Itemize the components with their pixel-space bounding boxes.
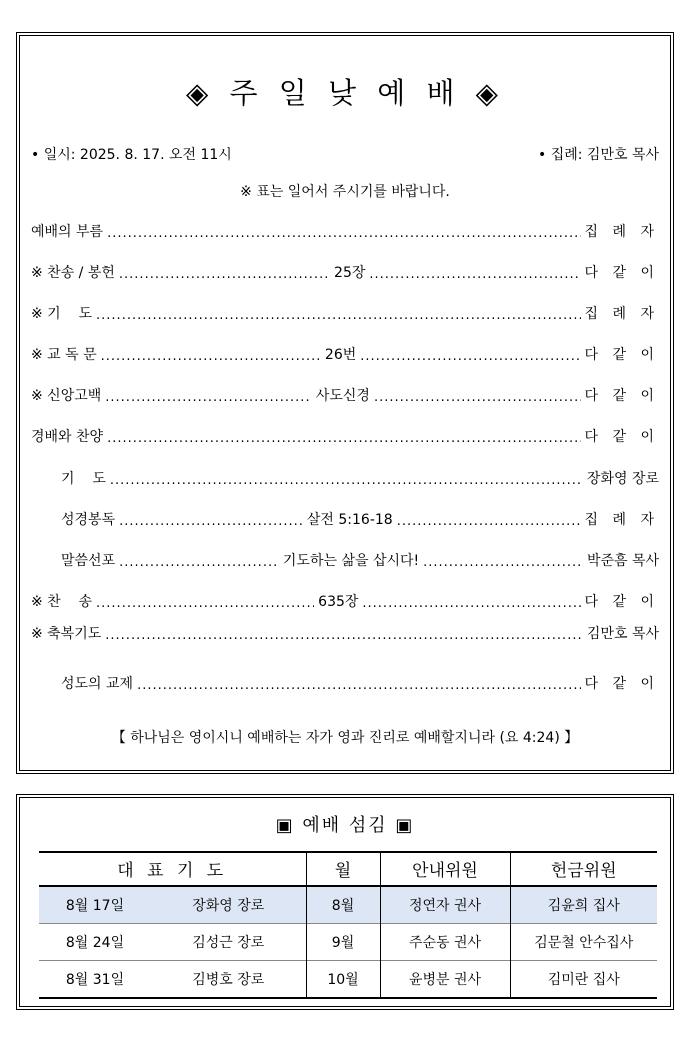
offering-cell: 김미란 집사	[510, 961, 657, 999]
order-row-call	[31, 217, 659, 241]
order-row-benediction	[31, 619, 659, 643]
usher-cell: 정연자 권사	[380, 886, 510, 924]
order-label: ※ 교 독 문	[31, 347, 97, 363]
table-row	[39, 886, 657, 924]
prayer-person: 김성근 장로	[151, 924, 306, 961]
leader-dots	[107, 225, 580, 241]
order-row-scripture	[61, 505, 659, 529]
leader-dots	[105, 389, 312, 405]
order-detail: 26번	[324, 347, 357, 363]
order-performer: 장화영 장로	[586, 471, 659, 487]
order-performer: 다 같 이	[584, 388, 659, 404]
offering-cell: 김문철 안수집사	[510, 924, 657, 961]
leader-dots	[360, 348, 580, 364]
month-cell: 9월	[306, 924, 380, 961]
prayer-person: 김병호 장로	[151, 961, 306, 999]
order-label: ※ 기 도	[31, 306, 93, 322]
table-row	[39, 924, 657, 961]
header-offering: 헌금위원	[510, 851, 657, 886]
order-row-creed	[31, 381, 659, 405]
service-team-table	[39, 851, 657, 999]
worship-order-panel	[16, 32, 674, 774]
order-performer: 다 같 이	[584, 594, 660, 610]
order-detail: 살전 5:16-18	[306, 512, 393, 528]
order-performer: 다 같 이	[584, 265, 660, 281]
leader-dots	[96, 307, 580, 323]
order-row-fellowship	[61, 669, 659, 693]
month-cell: 8월	[306, 886, 380, 924]
order-row-responsive-reading	[31, 340, 659, 364]
order-row-prayer	[31, 299, 659, 323]
leader-dots	[96, 595, 314, 611]
usher-cell: 윤병분 권사	[380, 961, 510, 999]
scripture-verse: 【 하나님은 영이시니 예배하는 자가 영과 진리로 예배할지니라 (요 4:24) 】	[111, 730, 579, 746]
order-performer: 다 같 이	[584, 429, 659, 445]
leader-dots	[107, 430, 580, 446]
leader-dots	[362, 595, 580, 611]
order-performer: 집 례 자	[584, 306, 659, 322]
service-leader: • 집례: 김만호 목사	[538, 147, 659, 163]
order-label: 예배의 부름	[31, 224, 104, 240]
order-performer: 다 같 이	[584, 347, 660, 363]
usher-cell: 주순동 권사	[380, 924, 510, 961]
order-row-prayer-2	[61, 464, 659, 488]
service-date: • 일시: 2025. 8. 17. 오전 11시	[31, 147, 232, 163]
order-label: ※ 찬송 / 봉헌	[31, 265, 115, 281]
order-detail: 기도하는 삶을 삽시다!	[282, 553, 420, 569]
prayer-person: 장화영 장로	[151, 886, 306, 924]
header-usher: 안내위원	[380, 851, 510, 886]
order-label: 말씀선포	[61, 553, 116, 569]
leader-dots	[374, 389, 581, 405]
order-performer: 김만호 목사	[586, 626, 659, 642]
order-label: ※ 축복기도	[31, 626, 102, 642]
order-detail: 사도신경	[315, 388, 370, 404]
order-row-sermon	[61, 546, 659, 570]
leader-dots	[423, 554, 583, 570]
table-row	[39, 961, 657, 999]
order-label: 경배와 찬양	[31, 429, 104, 445]
header-month: 월	[306, 851, 380, 886]
offering-cell: 김윤희 집사	[510, 886, 657, 924]
order-performer: 집 례 자	[584, 224, 659, 240]
prayer-date: 8월 17일	[39, 886, 151, 924]
order-performer: 다 같 이	[584, 676, 659, 692]
leader-dots	[137, 677, 580, 693]
leader-dots	[119, 513, 303, 529]
standing-notice: ※ 표는 일어서 주시기를 바랍니다.	[240, 184, 450, 200]
leader-dots	[119, 554, 279, 570]
team-title: ▣ 예배 섬김 ▣	[275, 815, 415, 836]
order-performer: 집 례 자	[584, 512, 659, 528]
order-row-hymn	[31, 258, 659, 282]
service-title: ◈ 주 일 낮 예 배 ◈	[186, 76, 504, 110]
service-team-panel	[16, 794, 674, 1010]
order-label: ※ 찬 송	[31, 594, 93, 610]
leader-dots	[105, 627, 583, 643]
month-cell: 10월	[306, 961, 380, 999]
table-header-row	[39, 851, 657, 886]
order-label: 성경봉독	[61, 512, 116, 528]
leader-dots	[110, 472, 583, 488]
prayer-date: 8월 24일	[39, 924, 151, 961]
order-label: ※ 신앙고백	[31, 388, 102, 404]
order-detail: 635장	[318, 594, 359, 610]
order-performer: 박준흠 목사	[586, 553, 660, 569]
order-detail: 25장	[334, 265, 366, 281]
order-row-closing-hymn	[31, 587, 659, 611]
leader-dots	[101, 348, 321, 364]
order-row-praise	[31, 422, 659, 446]
header-prayer: 대 표 기 도	[39, 851, 306, 886]
prayer-date: 8월 31일	[39, 961, 151, 999]
order-label: 성도의 교제	[61, 676, 134, 692]
leader-dots	[119, 266, 330, 282]
leader-dots	[369, 266, 580, 282]
leader-dots	[397, 513, 581, 529]
order-label: 기 도	[61, 471, 106, 487]
